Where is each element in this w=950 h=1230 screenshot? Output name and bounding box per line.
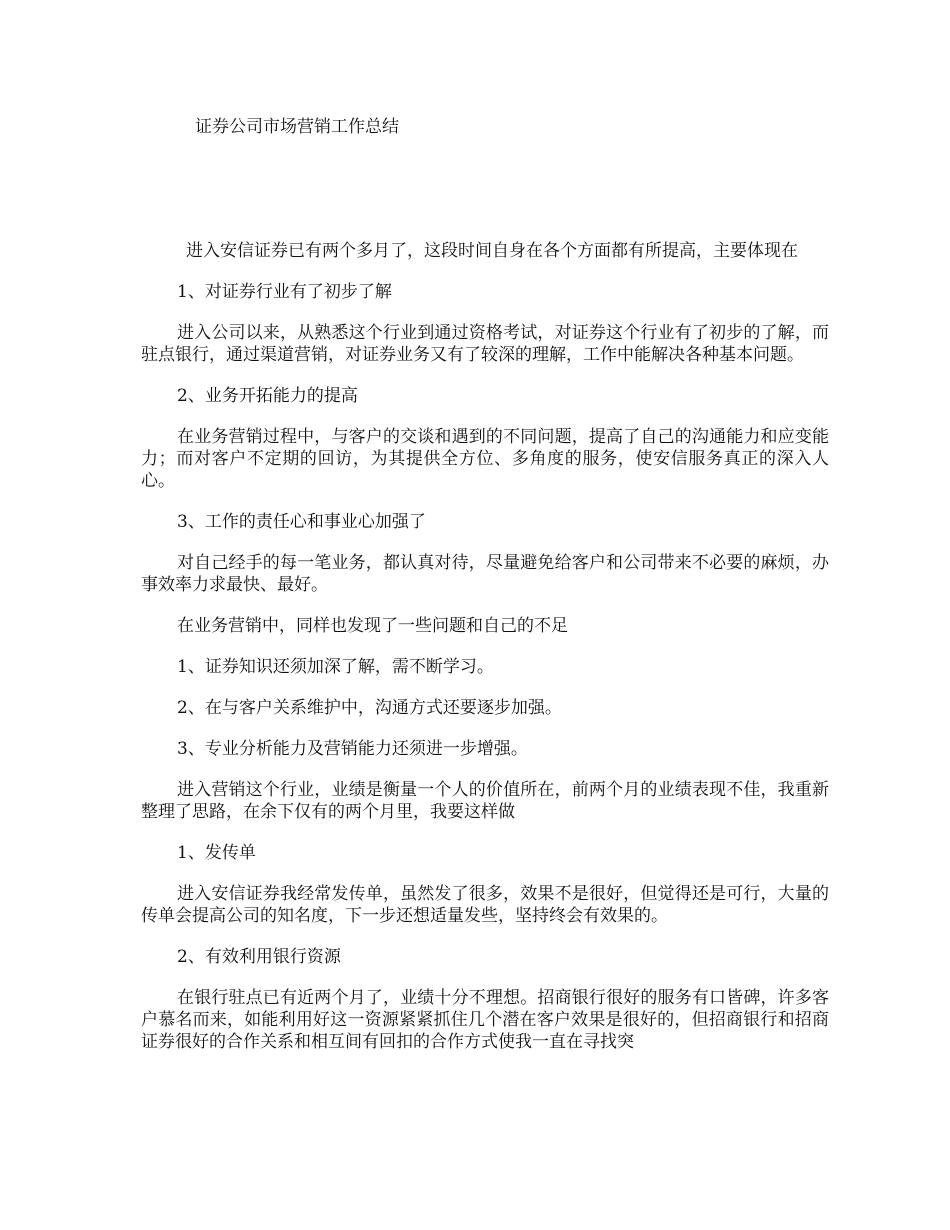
body-paragraph: 对自己经手的每一笔业务，都认真对待，尽量避免给客户和公司带来不必要的麻烦，办事效率力求最快、最好。: [141, 553, 829, 595]
body-paragraph: 在银行驻点已有近两个月了，业绩十分不理想。招商银行很好的服务有口皆碑，许多客户慕名而来，如能利用好这一资源紧紧抓住几个潜在客户效果是很好的，但招商银行和招商证券很好的合作关系和相互间有回扣的合作方式使我一直在寻找突: [141, 988, 829, 1052]
list-item: 3、专业分析能力及营销能力还须进一步增强。: [177, 739, 528, 759]
body-paragraph: 进入安信证券我经常发传单，虽然发了很多，效果不是很好，但觉得还是可行，大量的传单会提高公司的知名度，下一步还想适量发些，坚持终会有效果的。: [141, 884, 829, 926]
list-item: 1、证券知识还须加深了解，需不断学习。: [177, 657, 494, 677]
body-paragraph: 进入营销这个行业，业绩是衡量一个人的价值所在，前两个月的业绩表现不佳，我重新整理了思路，在余下仅有的两个月里，我要这样做: [141, 780, 829, 822]
body-paragraph: 进入公司以来，从熟悉这个行业到通过资格考试，对证券这个行业有了初步的了解，而驻点银行，通过渠道营销，对证券业务又有了较深的理解，工作中能解决各种基本问题。: [141, 323, 829, 365]
section-heading: 2、业务开拓能力的提高: [177, 386, 358, 406]
section-heading: 2、有效利用银行资源: [177, 947, 341, 967]
section-heading: 1、对证券行业有了初步了解: [177, 282, 392, 302]
section-heading: 1、发传单: [177, 843, 256, 863]
section-heading: 3、工作的责任心和事业心加强了: [177, 512, 426, 532]
document-title: 证券公司市场营销工作总结: [195, 117, 399, 137]
intro-paragraph: 进入安信证券已有两个多月了，这段时间自身在各个方面都有所提高，主要体现在: [186, 241, 798, 261]
body-paragraph: 在业务营销过程中，与客户的交谈和遇到的不同问题，提高了自己的沟通能力和应变能力；而对客户不定期的回访，为其提供全方位、多角度的服务，使安信服务真正的深入人心。: [141, 427, 829, 491]
list-item: 2、在与客户关系维护中，沟通方式还要逐步加强。: [177, 698, 562, 718]
body-paragraph: 在业务营销中，同样也发现了一些问题和自己的不足: [177, 616, 568, 636]
document-body: [141, 240, 829, 1072]
